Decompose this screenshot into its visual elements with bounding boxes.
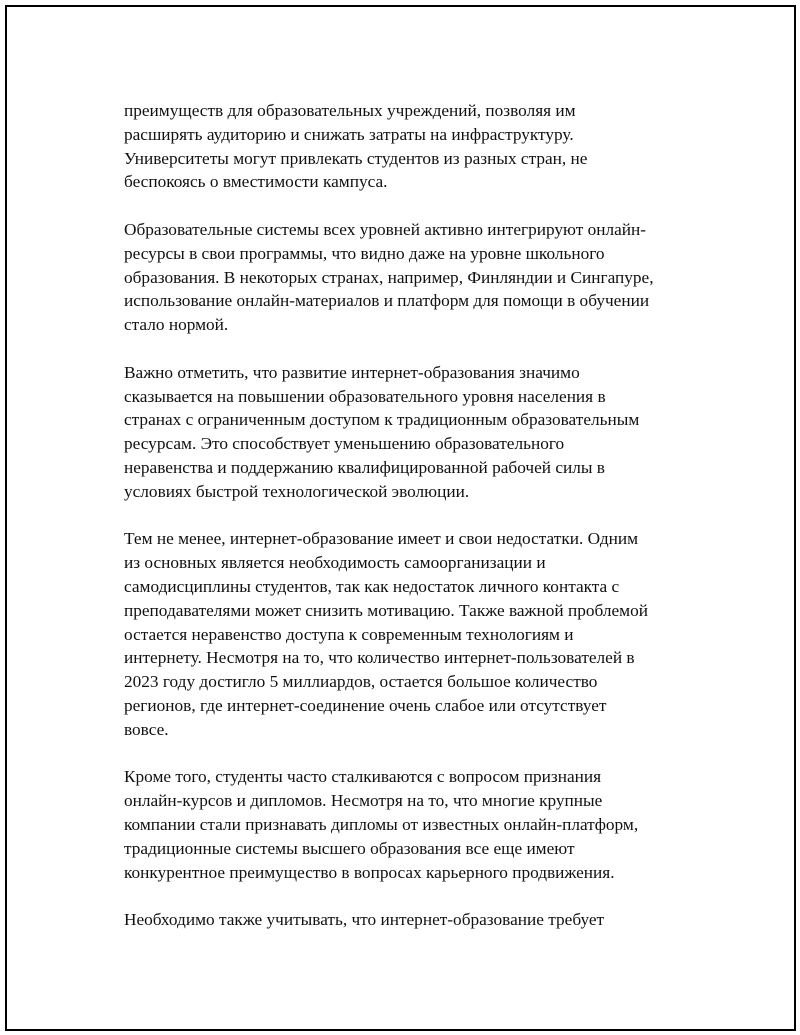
text-line: преимуществ для образовательных учреждений, позволяя им <box>124 101 576 120</box>
text-line: образования. В некоторых странах, например, Финляндии и Сингапуре, <box>124 267 654 287</box>
text-line: интернету. Несмотря на то, что количество интернет-пользователей в <box>124 648 635 668</box>
text-line: Важно отметить, что развитие интернет-образования значимо <box>124 362 580 382</box>
text-line: самодисциплины студентов, так как недостаток личного контакта с <box>124 576 620 596</box>
text-line: сказывается на повышении образовательного уровня населения в <box>124 386 606 406</box>
text-line: Тем не менее, интернет-образование имеет и свои недостатки. Одним <box>124 529 639 549</box>
text-line: расширять аудиторию и снижать затраты на инфраструктуру. <box>124 124 574 144</box>
text-line: из основных является необходимость самоорганизации и <box>124 553 546 573</box>
text-line: ресурсы в свои программы, что видно даже на уровне школьного <box>124 243 605 263</box>
text-line: традиционные системы высшего образования все еще имеют <box>124 838 575 858</box>
text-line: регионов, где интернет-соединение очень слабое или отсутствует <box>124 695 607 715</box>
paragraph-6 <box>124 908 704 932</box>
paragraph-2 <box>124 218 704 337</box>
text-line: Университеты могут привлекать студентов из разных стран, не <box>124 148 588 168</box>
text-line: странах с ограниченным доступом к традиционным образовательным <box>124 410 640 430</box>
text-line: стало нормой. <box>124 315 229 335</box>
paragraph-1 <box>124 99 704 194</box>
text-line: Необходимо также учитывать, что интернет-образование требует <box>124 910 605 930</box>
text-line: вовсе. <box>124 719 169 739</box>
text-line: компании стали признавать дипломы от известных онлайн-платформ, <box>124 814 639 834</box>
paragraph-3 <box>124 361 704 504</box>
text-line: преподавателями может снизить мотивацию. Также важной проблемой <box>124 600 648 620</box>
text-line: Образовательные системы всех уровней активно интегрируют онлайн- <box>124 219 647 239</box>
text-line: использование онлайн-материалов и платформ для помощи в обучении <box>124 291 650 311</box>
text-line: 2023 году достигло 5 миллиардов, остается большое количество <box>124 672 598 692</box>
paragraph-4 <box>124 527 704 741</box>
paragraph-5 <box>124 765 704 884</box>
text-line: Кроме того, студенты часто сталкиваются с вопросом признания <box>124 767 602 787</box>
page-frame <box>5 5 796 1031</box>
text-line: конкурентное преимущество в вопросах карьерного продвижения. <box>124 862 615 882</box>
text-line: беспокоясь о вместимости кампуса. <box>124 172 388 192</box>
text-line: условиях быстрой технологической эволюции. <box>124 481 470 501</box>
document-body <box>124 99 704 956</box>
text-line: ресурсам. Это способствует уменьшению образовательного <box>124 434 565 454</box>
text-line: онлайн-курсов и дипломов. Несмотря на то, что многие крупные <box>124 791 603 811</box>
text-line: неравенства и поддержанию квалифицированной рабочей силы в <box>124 457 605 477</box>
text-line: остается неравенство доступа к современным технологиям и <box>124 624 574 644</box>
